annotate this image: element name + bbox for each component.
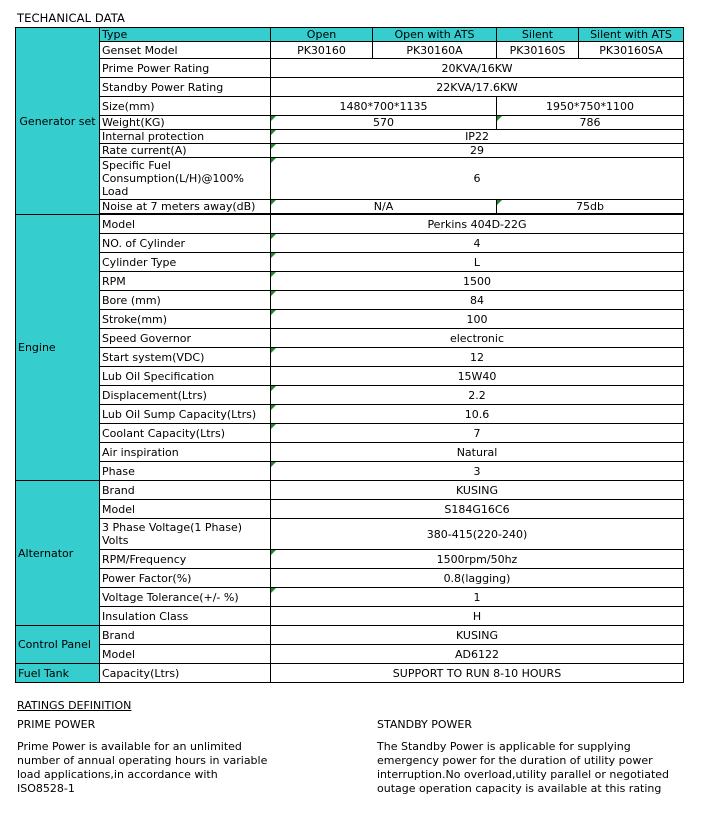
value-cell: 15W40 xyxy=(271,367,684,386)
value-cell xyxy=(271,291,684,310)
value-cell: S184G16C6 xyxy=(271,500,684,519)
cell-marker xyxy=(497,200,502,205)
row-label: RPM xyxy=(100,272,271,291)
value-cell xyxy=(497,200,684,214)
column-header-open: Open xyxy=(271,28,373,42)
value-cell: 380-415(220-240) xyxy=(271,519,684,550)
table-row xyxy=(16,569,684,588)
row-label: RPM/Frequency xyxy=(100,550,271,569)
row-label: Start system(VDC) xyxy=(100,348,271,367)
value-cell xyxy=(271,144,684,158)
prime-power-title: PRIME POWER xyxy=(17,718,96,731)
table-row xyxy=(16,481,684,500)
row-label: Model xyxy=(100,215,271,234)
table-row xyxy=(16,348,684,367)
value-cell: KUSING xyxy=(271,481,684,500)
value-cell xyxy=(497,116,684,130)
section-label-control-panel: Control Panel xyxy=(16,626,100,664)
value-cell: AD6122 xyxy=(271,645,684,664)
row-label: Brand xyxy=(100,481,271,500)
row-label: Displacement(Ltrs) xyxy=(100,386,271,405)
row-label: Model xyxy=(100,645,271,664)
column-header-silent: Silent xyxy=(497,28,579,42)
table-row xyxy=(16,519,684,550)
value-cell xyxy=(271,116,497,130)
value-text: 12 xyxy=(470,350,484,364)
spec-table xyxy=(15,27,684,683)
row-label: Bore (mm) xyxy=(100,291,271,310)
value-text: 100 xyxy=(466,312,488,326)
row-label: Lub Oil Sump Capacity(Ltrs) xyxy=(100,405,271,424)
table-row xyxy=(16,386,684,405)
prime-power-definition: Prime Power is available for an unlimited number of annual operating hours in variable load applications,in accordance with ISO8528-1 xyxy=(17,740,268,795)
row-label: 3 Phase Voltage(1 Phase) Volts xyxy=(100,519,271,550)
value-cell: PK30160 xyxy=(271,42,373,59)
table-row xyxy=(16,28,684,42)
cell-marker xyxy=(271,200,276,205)
section-label-fuel-tank: Fuel Tank xyxy=(16,664,100,683)
table-row xyxy=(16,588,684,607)
cell-marker xyxy=(271,462,276,467)
value-cell: Natural xyxy=(271,443,684,462)
value-text: 75db xyxy=(576,200,604,213)
value-text: 570 xyxy=(373,116,394,129)
row-label: Coolant Capacity(Ltrs) xyxy=(100,424,271,443)
value-text: 10.6 xyxy=(464,407,490,421)
value-cell: PK30160A xyxy=(373,42,497,59)
value-text: N/A xyxy=(373,200,394,213)
value-text: 1 xyxy=(473,590,481,604)
row-label: NO. of Cylinder xyxy=(100,234,271,253)
value-cell: H xyxy=(271,607,684,626)
value-cell xyxy=(271,130,684,144)
row-label: Capacity(Ltrs) xyxy=(100,664,271,683)
value-cell: 1950*750*1100 xyxy=(497,97,684,116)
value-text: 2.2 xyxy=(468,388,486,402)
cell-marker xyxy=(271,130,276,135)
table-row xyxy=(16,215,684,234)
value-cell xyxy=(271,588,684,607)
value-cell: 1480*700*1135 xyxy=(271,97,497,116)
table-row xyxy=(16,200,684,214)
value-cell: PK30160SA xyxy=(579,42,684,59)
value-cell: 22KVA/17.6KW xyxy=(271,78,684,97)
cell-marker xyxy=(271,234,276,239)
table-row xyxy=(16,550,684,569)
table-row xyxy=(16,645,684,664)
table-row xyxy=(16,272,684,291)
row-label: Standby Power Rating xyxy=(100,78,271,97)
value-cell: SUPPORT TO RUN 8-10 HOURS xyxy=(271,664,684,683)
row-label: Insulation Class xyxy=(100,607,271,626)
table-row xyxy=(16,424,684,443)
value-text: L xyxy=(473,255,481,269)
section-label-alternator: Alternator xyxy=(16,481,100,626)
cell-marker xyxy=(271,253,276,258)
row-label: Brand xyxy=(100,626,271,645)
table-row xyxy=(16,367,684,386)
value-text: 1500 xyxy=(463,274,491,288)
table-row xyxy=(16,626,684,645)
column-header-open-ats: Open with ATS xyxy=(373,28,497,42)
standby-power-title: STANDBY POWER xyxy=(377,718,472,731)
value-text: 4 xyxy=(473,236,481,250)
section-label-generator: Generator set xyxy=(16,28,100,215)
value-cell xyxy=(271,272,684,291)
table-row xyxy=(16,607,684,626)
value-cell xyxy=(271,158,684,200)
value-text: IP22 xyxy=(465,130,489,143)
cell-marker xyxy=(271,588,276,593)
table-row xyxy=(16,144,684,158)
table-row xyxy=(16,329,684,348)
row-label: Genset Model xyxy=(100,42,271,59)
table-row xyxy=(16,78,684,97)
table-row xyxy=(16,291,684,310)
table-row xyxy=(16,59,684,78)
row-label: Internal protection xyxy=(100,130,271,144)
value-text: 1500rpm/50hz xyxy=(436,552,518,566)
header-type-label: Type xyxy=(100,28,271,42)
table-row xyxy=(16,158,684,200)
table-row xyxy=(16,42,684,59)
row-label: Specific Fuel Consumption(L/H)@100% Load xyxy=(100,158,271,200)
value-cell xyxy=(271,348,684,367)
value-cell: 20KVA/16KW xyxy=(271,59,684,78)
table-row xyxy=(16,405,684,424)
value-cell: Perkins 404D-22G xyxy=(271,215,684,234)
table-row xyxy=(16,130,684,144)
cell-marker xyxy=(271,272,276,277)
table-row xyxy=(16,500,684,519)
row-label: Model xyxy=(100,500,271,519)
row-label: Air inspiration xyxy=(100,443,271,462)
cell-marker xyxy=(271,116,276,121)
table-row xyxy=(16,664,684,683)
value-cell xyxy=(271,310,684,329)
page-title: TECHANICAL DATA xyxy=(17,11,125,25)
cell-marker xyxy=(271,348,276,353)
table-row xyxy=(16,462,684,481)
row-label: Size(mm) xyxy=(100,97,271,116)
value-text: 7 xyxy=(473,426,481,440)
cell-marker xyxy=(271,291,276,296)
value-text: 6 xyxy=(473,172,481,185)
row-label: Prime Power Rating xyxy=(100,59,271,78)
value-text: 84 xyxy=(470,293,484,307)
row-label: Lub Oil Specification xyxy=(100,367,271,386)
value-cell xyxy=(271,424,684,443)
table-row xyxy=(16,116,684,130)
row-label: Speed Governor xyxy=(100,329,271,348)
value-cell xyxy=(271,462,684,481)
value-text: 3 xyxy=(473,464,481,478)
cell-marker xyxy=(271,144,276,149)
table-row xyxy=(16,97,684,116)
value-cell xyxy=(271,405,684,424)
cell-marker xyxy=(271,424,276,429)
section-label-engine: Engine xyxy=(16,215,100,481)
table-row xyxy=(16,234,684,253)
value-cell: 0.8(lagging) xyxy=(271,569,684,588)
row-label: Rate current(A) xyxy=(100,144,271,158)
value-cell: PK30160S xyxy=(497,42,579,59)
row-label: Stroke(mm) xyxy=(100,310,271,329)
value-text: 786 xyxy=(579,116,601,129)
row-label: Cylinder Type xyxy=(100,253,271,272)
cell-marker xyxy=(497,116,502,121)
table-row xyxy=(16,443,684,462)
cell-marker xyxy=(271,550,276,555)
value-cell xyxy=(271,234,684,253)
row-label: Phase xyxy=(100,462,271,481)
cell-marker xyxy=(271,386,276,391)
value-text: 29 xyxy=(470,144,484,157)
row-label: Power Factor(%) xyxy=(100,569,271,588)
table-row xyxy=(16,253,684,272)
cell-marker xyxy=(271,405,276,410)
cell-marker xyxy=(271,158,276,163)
value-cell xyxy=(271,386,684,405)
cell-marker xyxy=(271,310,276,315)
value-cell: KUSING xyxy=(271,626,684,645)
ratings-definition-heading: RATINGS DEFINITION xyxy=(17,699,132,712)
value-cell xyxy=(271,253,684,272)
value-cell xyxy=(271,200,497,214)
row-label: Noise at 7 meters away(dB) xyxy=(100,200,271,214)
table-row xyxy=(16,310,684,329)
value-cell: electronic xyxy=(271,329,684,348)
value-cell xyxy=(271,550,684,569)
row-label: Weight(KG) xyxy=(100,116,271,130)
standby-power-definition: The Standby Power is applicable for supplying emergency power for the duration of utility power interruption.No overload,utility parallel or negotiated outage operation capacity is available at this rating xyxy=(377,740,670,795)
row-label: Voltage Tolerance(+/- %) xyxy=(100,588,271,607)
column-header-silent-ats: Silent with ATS xyxy=(579,28,684,42)
